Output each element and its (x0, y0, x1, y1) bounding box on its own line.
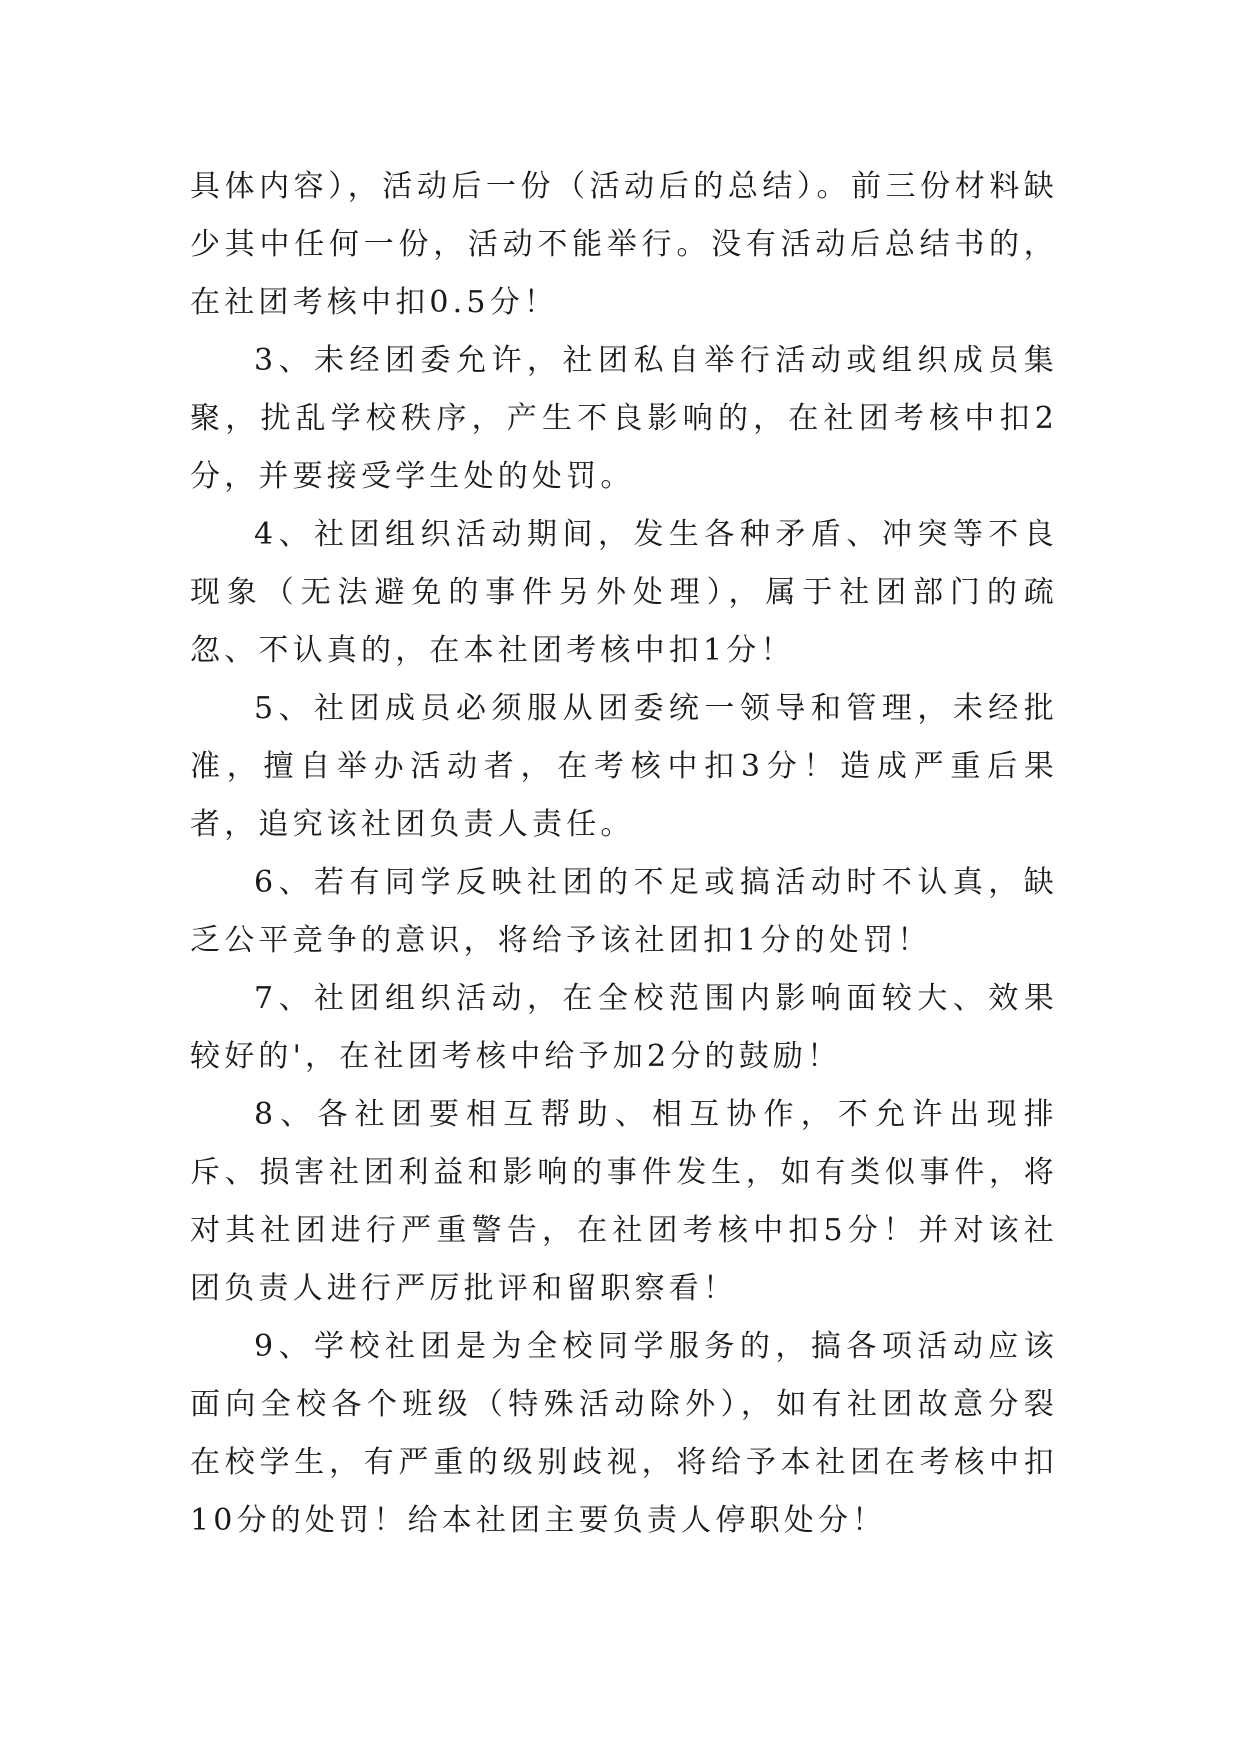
paragraph-rule-4: 4、社团组织活动期间，发生各种矛盾、冲突等不良现象（无法避免的事件另外处理），属于社团部门的疏忽、不认真的，在本社团考核中扣1分！ (190, 517, 1058, 668)
paragraph-rule-5: 5、社团成员必须服从团委统一领导和管理，未经批准，擅自举办活动者，在考核中扣3分！造成严重后果者，追究该社团负责人责任。 (190, 691, 1058, 842)
paragraph-rule-3: 3、未经团委允许，社团私自举行活动或组织成员集聚，扰乱学校秩序，产生不良影响的，在社团考核中扣2分，并要接受学生处的处罚。 (190, 343, 1058, 494)
paragraph-rule-7: 7、社团组织活动，在全校范围内影响面较大、效果较好的'，在社团考核中给予加2分的鼓励！ (190, 981, 1058, 1074)
document-body (190, 158, 1058, 1550)
paragraph-rule-9: 9、学校社团是为全校同学服务的，搞各项活动应该面向全校各个班级（特殊活动除外），如有社团故意分裂在校学生，有严重的级别歧视，将给予本社团在考核中扣10分的处罚！给本社团主要负责人停职处分！ (190, 1329, 1058, 1538)
paragraph-continuation: 具体内容），活动后一份（活动后的总结）。前三份材料缺少其中任何一份，活动不能举行。没有活动后总结书的，在社团考核中扣0.5分！ (190, 169, 1058, 320)
paragraph-rule-6: 6、若有同学反映社团的不足或搞活动时不认真，缺乏公平竞争的意识，将给予该社团扣1分的处罚！ (190, 865, 1058, 958)
paragraph-rule-8: 8、各社团要相互帮助、相互协作，不允许出现排斥、损害社团利益和影响的事件发生，如有类似事件，将对其社团进行严重警告，在社团考核中扣5分！并对该社团负责人进行严厉批评和留职察看！ (190, 1097, 1058, 1306)
